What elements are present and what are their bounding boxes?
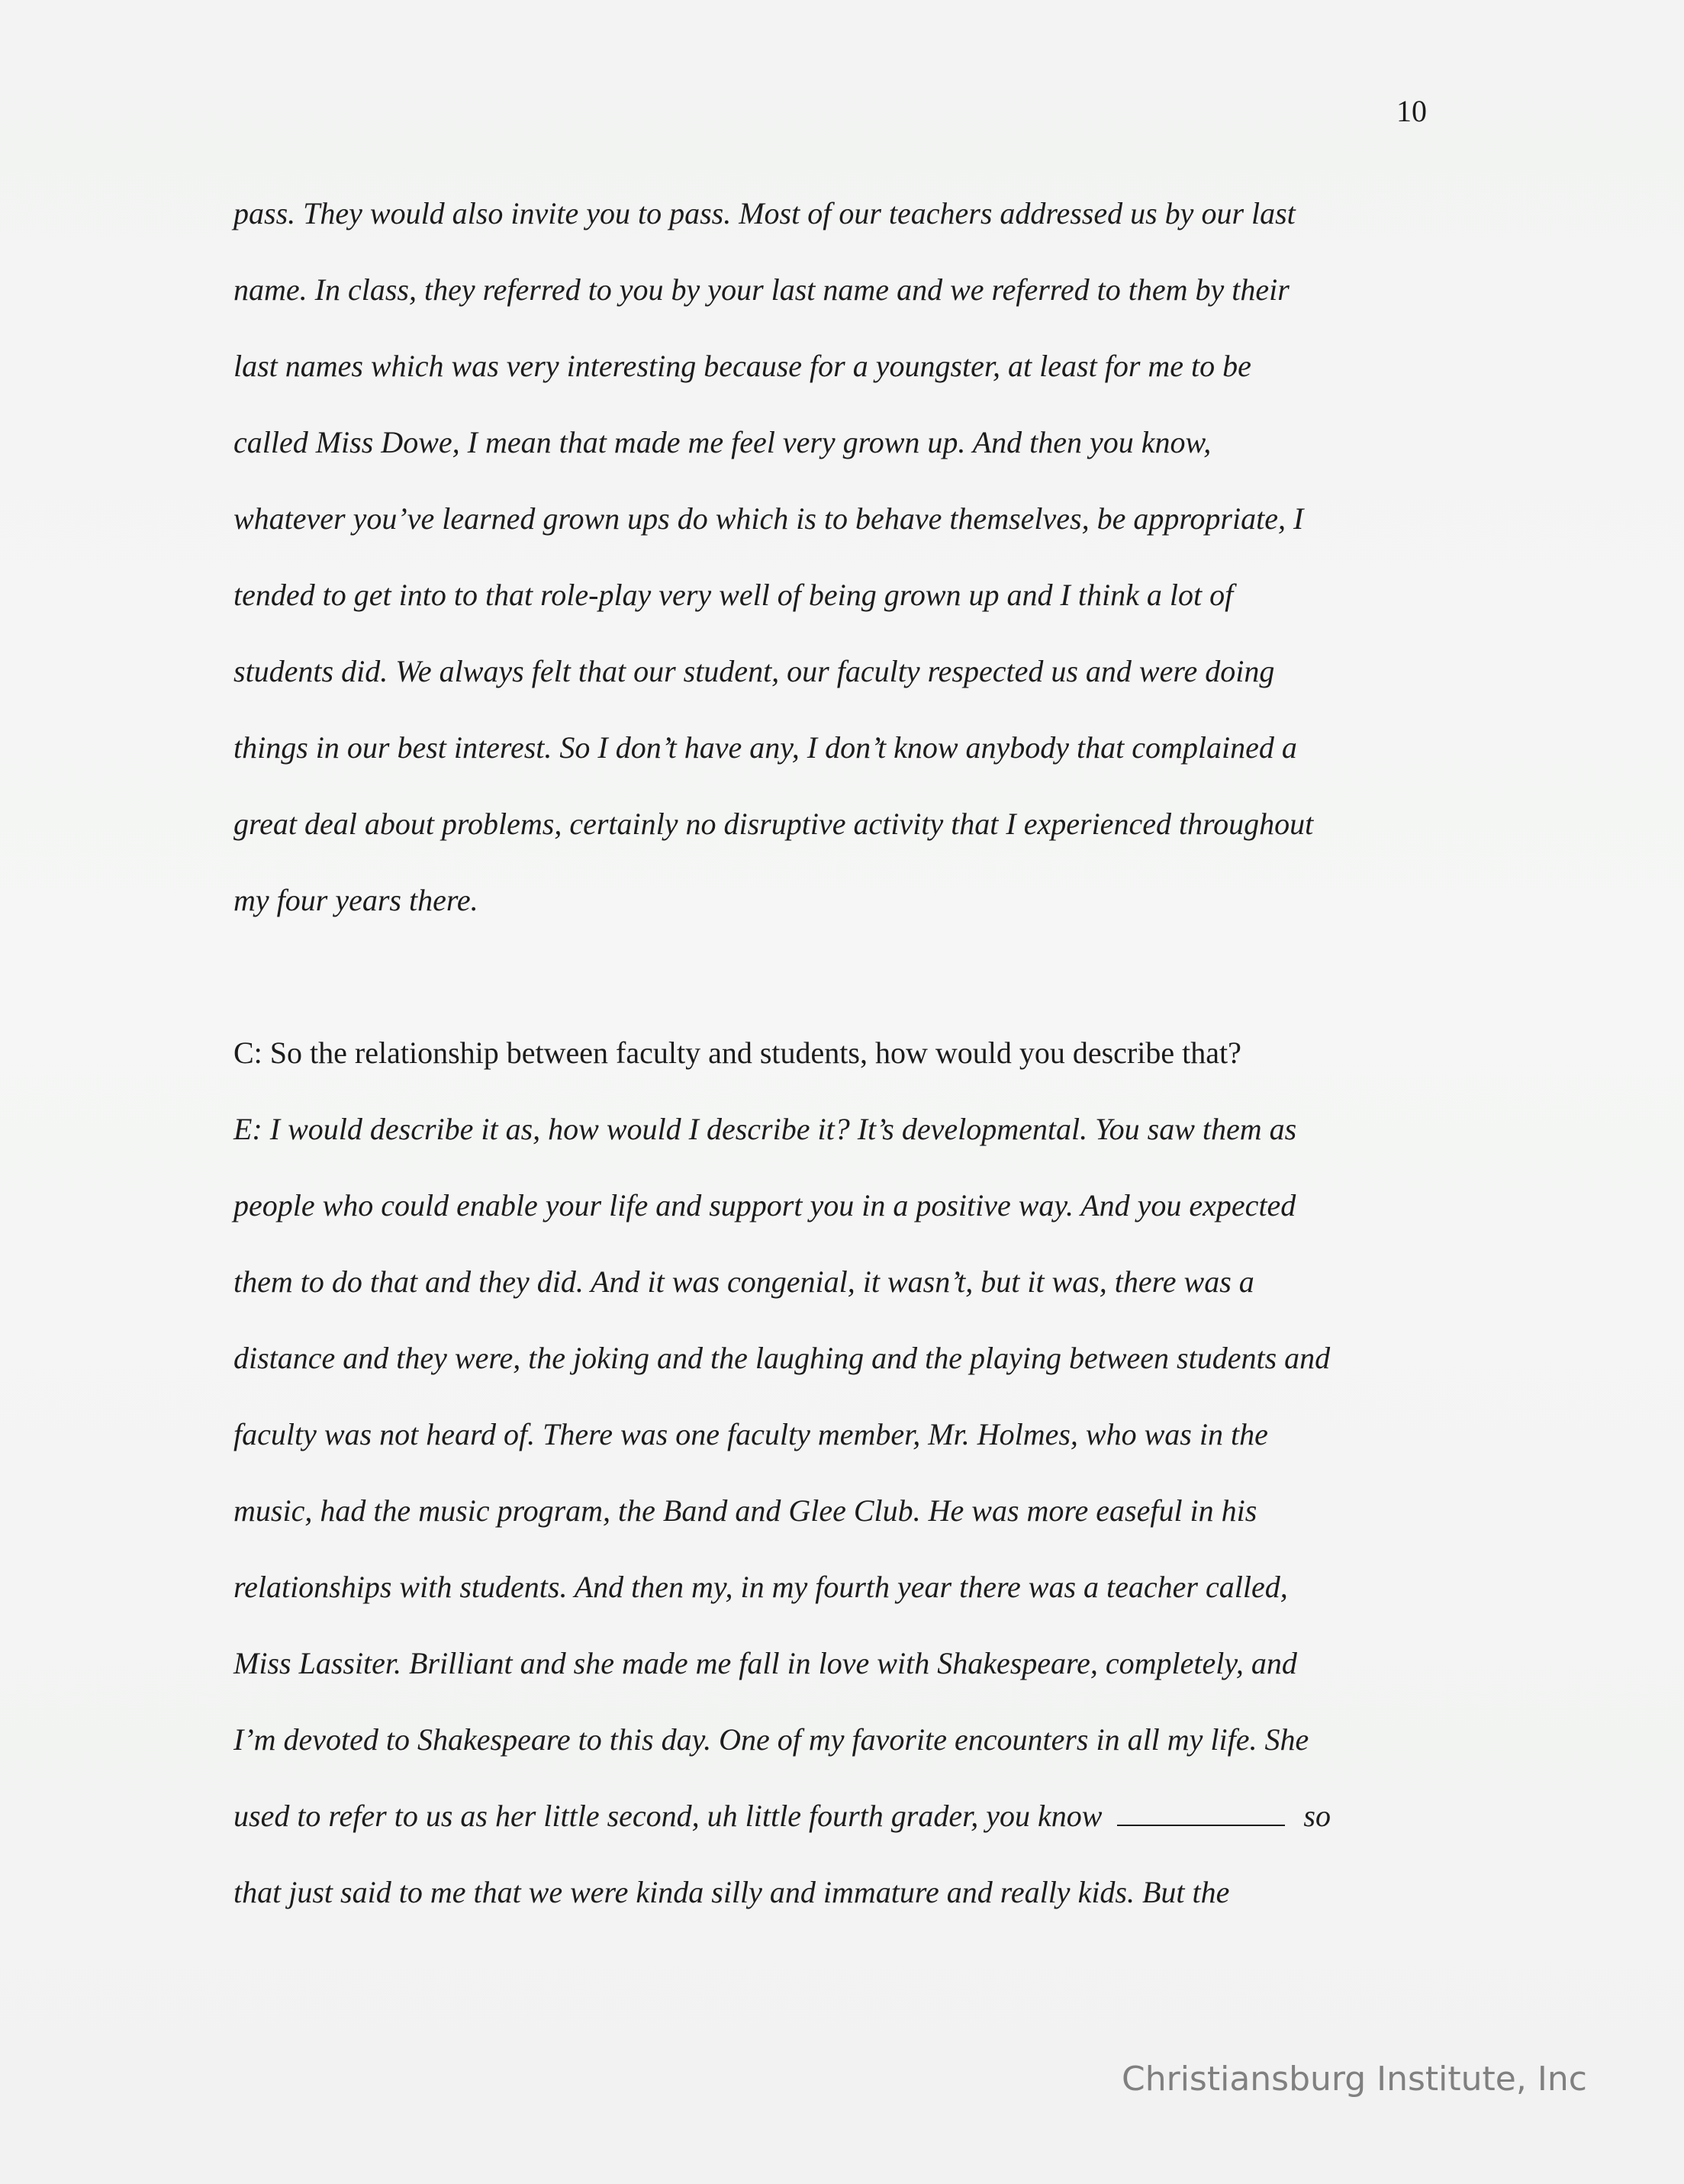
paragraph-line: whatever you’ve learned grown ups do which is to behave themselves, be appropriate, I: [233, 501, 1304, 536]
answer-line: that just said to me that we were kinda silly and immature and really kids. But the: [233, 1875, 1230, 1909]
answer-line: faculty was not heard of. There was one faculty member, Mr. Holmes, who was in the: [233, 1417, 1268, 1451]
paragraph-line: my four years there.: [233, 883, 478, 917]
paragraph-line: students did. We always felt that our student, our faculty respected us and were doing: [233, 654, 1275, 688]
answer-text-before-blank: used to refer to us as her little second, uh little fourth grader, you know: [233, 1799, 1103, 1833]
answer-line: them to do that and they did. And it was congenial, it wasn’t, but it was, there was a: [233, 1264, 1254, 1299]
answer-line: relationships with students. And then my, in my fourth year there was a teacher called,: [233, 1570, 1288, 1604]
paragraph-line: name. In class, they referred to you by your last name and we referred to them by their: [233, 272, 1290, 307]
answer-line: Miss Lassiter. Brilliant and she made me fall in love with Shakespeare, completely, and: [233, 1646, 1297, 1680]
paragraph-line: called Miss Dowe, I mean that made me feel very grown up. And then you know,: [233, 425, 1212, 459]
page-number: 10: [1396, 94, 1427, 128]
paragraph-line: tended to get into to that role-play very well of being grown up and I think a lot of: [233, 578, 1234, 612]
paragraph-line: last names which was very interesting because for a youngster, at least for me to be: [233, 349, 1251, 383]
watermark: Christiansburg Institute, Inc: [1122, 2060, 1587, 2099]
answer-line: music, had the music program, the Band and Glee Club. He was more easeful in his: [233, 1493, 1257, 1528]
answer-text-after-blank: so: [1303, 1799, 1331, 1833]
transcription-blank: [1117, 1799, 1285, 1826]
interviewer-question: C: So the relationship between faculty and students, how would you describe that?: [233, 1036, 1241, 1070]
answer-line: I’m devoted to Shakespeare to this day. One of my favorite encounters in all my life. She: [233, 1722, 1309, 1757]
paragraph-line: pass. They would also invite you to pass. Most of our teachers addressed us by our last: [233, 196, 1296, 230]
answer-line: people who could enable your life and support you in a positive way. And you expected: [233, 1188, 1296, 1222]
answer-line: distance and they were, the joking and the laughing and the playing between students and: [233, 1341, 1331, 1375]
paragraph-line: things in our best interest. So I don’t have any, I don’t know anybody that complained a: [233, 730, 1297, 765]
answer-line: E: I would describe it as, how would I describe it? It’s developmental. You saw them as: [233, 1112, 1297, 1146]
answer-line-with-blank: [233, 1798, 1331, 1834]
paragraph-line: great deal about problems, certainly no disruptive activity that I experienced throughout: [233, 807, 1314, 841]
